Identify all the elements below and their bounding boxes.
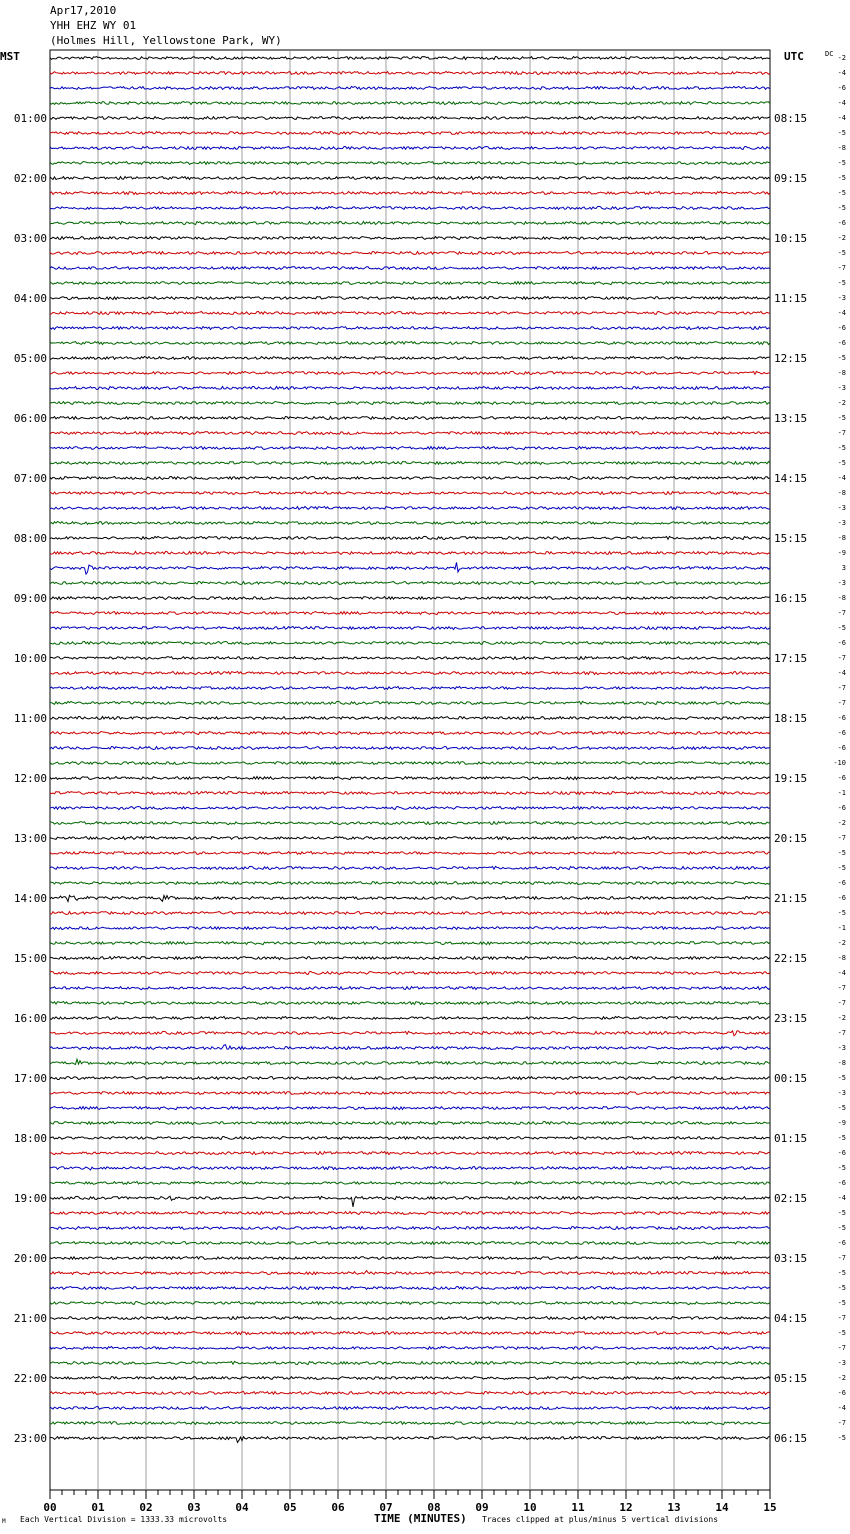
trace-line bbox=[50, 1181, 770, 1184]
utc-hour-label: 23:15 bbox=[774, 1012, 808, 1025]
time-axis bbox=[43, 1490, 776, 1514]
dc-offset-label: -5 bbox=[837, 279, 846, 287]
dc-offset-label: -2 bbox=[837, 939, 846, 947]
dc-offset-label: -8 bbox=[837, 489, 846, 497]
dc-offset-label: -7 bbox=[837, 1254, 846, 1262]
trace-line bbox=[50, 282, 770, 285]
utc-hour-label: 05:15 bbox=[774, 1372, 808, 1385]
dc-offset-label: -6 bbox=[837, 879, 846, 887]
dc-offset-label: -7 bbox=[837, 1029, 846, 1037]
trace-line bbox=[50, 672, 770, 675]
trace-line bbox=[50, 387, 770, 390]
trace-line bbox=[50, 851, 770, 854]
dc-offset-label: -5 bbox=[837, 414, 846, 422]
utc-hour-label: 21:15 bbox=[774, 892, 808, 905]
mst-hour-label: 03:00 bbox=[13, 232, 47, 245]
mst-hour-label: 04:00 bbox=[13, 292, 47, 305]
dc-offset-label: -5 bbox=[837, 189, 846, 197]
x-tick-label: 13 bbox=[667, 1501, 681, 1514]
dc-offset-label: -6 bbox=[837, 1179, 846, 1187]
trace-line bbox=[50, 1092, 770, 1095]
dc-offset-label: -6 bbox=[837, 774, 846, 782]
trace-line bbox=[50, 342, 770, 345]
dc-offset-label: -4 bbox=[837, 669, 846, 677]
utc-hour-label: 04:15 bbox=[774, 1312, 808, 1325]
dc-offset-label: -7 bbox=[837, 1419, 846, 1427]
utc-hour-label: 11:15 bbox=[774, 292, 808, 305]
dc-offset-label: -8 bbox=[837, 1059, 846, 1067]
dc-offset-label: -5 bbox=[837, 1209, 846, 1217]
dc-offset-label: -3 bbox=[837, 384, 846, 392]
dc-offset-label: -6 bbox=[837, 804, 846, 812]
x-tick-label: 11 bbox=[571, 1501, 585, 1514]
utc-hour-labels bbox=[774, 112, 807, 1445]
dc-offset-label: -7 bbox=[837, 429, 846, 437]
header-date: Apr17,2010 bbox=[50, 4, 117, 17]
trace-line bbox=[50, 1122, 770, 1125]
trace-line bbox=[50, 1346, 770, 1349]
x-tick-label: 06 bbox=[331, 1501, 345, 1514]
dc-offset-label: -6 bbox=[837, 1149, 846, 1157]
trace-line bbox=[50, 895, 770, 901]
utc-hour-label: 15:15 bbox=[774, 532, 808, 545]
trace-line bbox=[50, 792, 770, 795]
trace-line bbox=[50, 912, 770, 915]
dc-offset-label: -8 bbox=[837, 534, 846, 542]
trace-line bbox=[50, 927, 770, 930]
dc-offset-labels bbox=[833, 54, 846, 1442]
utc-hour-label: 18:15 bbox=[774, 712, 808, 725]
trace-line bbox=[50, 162, 770, 165]
dc-header-label: DC bbox=[825, 50, 834, 58]
dc-offset-label: -6 bbox=[837, 1239, 846, 1247]
mst-hour-label: 22:00 bbox=[13, 1372, 47, 1385]
trace-line bbox=[50, 762, 770, 765]
dc-offset-label: -5 bbox=[837, 849, 846, 857]
trace-line bbox=[50, 206, 770, 209]
dc-offset-label: -2 bbox=[837, 399, 846, 407]
utc-hour-label: 08:15 bbox=[774, 112, 808, 125]
trace-line bbox=[50, 732, 770, 735]
dc-offset-label: -8 bbox=[837, 954, 846, 962]
trace-line bbox=[50, 807, 770, 810]
dc-offset-label: -4 bbox=[837, 969, 846, 977]
mst-hour-label: 20:00 bbox=[13, 1252, 47, 1265]
dc-offset-label: -3 bbox=[837, 1089, 846, 1097]
dc-offset-label: -2 bbox=[837, 1374, 846, 1382]
utc-hour-label: 09:15 bbox=[774, 172, 808, 185]
trace-line bbox=[50, 1137, 770, 1140]
dc-offset-label: -3 bbox=[837, 1044, 846, 1052]
dc-offset-label: -4 bbox=[837, 1194, 846, 1202]
dc-offset-label: -7 bbox=[837, 654, 846, 662]
dc-offset-label: -5 bbox=[837, 459, 846, 467]
dc-offset-label: -5 bbox=[837, 1284, 846, 1292]
header-station: YHH EHZ WY 01 bbox=[50, 19, 137, 32]
dc-offset-label: -7 bbox=[837, 684, 846, 692]
trace-line bbox=[50, 612, 770, 615]
trace-line bbox=[50, 642, 770, 645]
trace-line bbox=[50, 492, 770, 495]
utc-hour-label: 22:15 bbox=[774, 952, 808, 965]
mst-hour-label: 02:00 bbox=[13, 172, 47, 185]
trace-line bbox=[50, 447, 770, 450]
utc-hour-label: 20:15 bbox=[774, 832, 808, 845]
utc-hour-label: 16:15 bbox=[774, 592, 808, 605]
dc-offset-label: -7 bbox=[837, 699, 846, 707]
trace-line bbox=[50, 177, 770, 180]
dc-offset-label: -5 bbox=[837, 1269, 846, 1277]
trace-line bbox=[50, 1002, 770, 1005]
x-tick-label: 14 bbox=[715, 1501, 729, 1514]
mst-hour-label: 05:00 bbox=[13, 352, 47, 365]
mst-hour-label: 19:00 bbox=[13, 1192, 47, 1205]
trace-line bbox=[50, 327, 770, 330]
dc-offset-label: -9 bbox=[837, 1119, 846, 1127]
clip-note: Traces clipped at plus/minus 5 vertical divisions bbox=[482, 1515, 719, 1524]
trace-line bbox=[50, 747, 770, 750]
dc-offset-label: -8 bbox=[837, 144, 846, 152]
dc-offset-label: -3 bbox=[837, 519, 846, 527]
trace-line bbox=[50, 882, 770, 885]
dc-offset-label: -5 bbox=[837, 1104, 846, 1112]
dc-offset-label: -5 bbox=[837, 1329, 846, 1337]
trace-line bbox=[50, 1377, 770, 1380]
trace-line bbox=[50, 562, 770, 574]
trace-line bbox=[50, 1257, 770, 1260]
trace-line bbox=[50, 1196, 770, 1207]
mst-hour-label: 09:00 bbox=[13, 592, 47, 605]
trace-line bbox=[50, 701, 770, 704]
trace-line bbox=[50, 132, 770, 135]
trace-line bbox=[50, 417, 770, 420]
mst-hour-label: 15:00 bbox=[13, 952, 47, 965]
dc-offset-label: -5 bbox=[837, 909, 846, 917]
mst-hour-label: 14:00 bbox=[13, 892, 47, 905]
trace-line bbox=[50, 402, 770, 405]
trace-line bbox=[50, 1167, 770, 1171]
x-tick-label: 08 bbox=[427, 1501, 441, 1514]
mst-hour-label: 13:00 bbox=[13, 832, 47, 845]
dc-offset-label: -4 bbox=[837, 1404, 846, 1412]
trace-line bbox=[50, 237, 770, 240]
x-tick-label: 09 bbox=[475, 1501, 489, 1514]
trace-line bbox=[50, 267, 770, 270]
trace-line bbox=[50, 942, 770, 945]
dc-offset-label: -5 bbox=[837, 1164, 846, 1172]
x-tick-label: 00 bbox=[43, 1501, 57, 1514]
trace-line bbox=[50, 191, 770, 194]
utc-hour-label: 12:15 bbox=[774, 352, 808, 365]
trace-line bbox=[50, 356, 770, 359]
dc-offset-label: -3 bbox=[837, 294, 846, 302]
trace-line bbox=[50, 312, 770, 315]
trace-line bbox=[50, 507, 770, 510]
x-tick-label: 04 bbox=[235, 1501, 249, 1514]
trace-line bbox=[50, 1045, 770, 1050]
dc-offset-label: -5 bbox=[837, 174, 846, 182]
trace-line bbox=[50, 686, 770, 689]
dc-offset-label: -7 bbox=[837, 264, 846, 272]
trace-line bbox=[50, 1437, 770, 1443]
utc-hour-label: 14:15 bbox=[774, 472, 808, 485]
dc-offset-label: -2 bbox=[837, 54, 846, 62]
mst-hour-label: 10:00 bbox=[13, 652, 47, 665]
dc-offset-label: -3 bbox=[837, 1359, 846, 1367]
utc-hour-label: 02:15 bbox=[774, 1192, 808, 1205]
trace-line bbox=[50, 972, 770, 975]
dc-offset-label: -6 bbox=[837, 339, 846, 347]
trace-line bbox=[50, 1152, 770, 1155]
dc-offset-label: -8 bbox=[837, 594, 846, 602]
trace-line bbox=[50, 657, 770, 660]
x-axis-title: TIME (MINUTES) bbox=[374, 1512, 467, 1525]
dc-offset-label: -1 bbox=[837, 924, 846, 932]
utc-hour-label: 19:15 bbox=[774, 772, 808, 785]
dc-offset-label: -6 bbox=[837, 894, 846, 902]
seismic-traces bbox=[50, 57, 770, 1443]
trace-line bbox=[50, 777, 770, 780]
dc-offset-label: -5 bbox=[837, 864, 846, 872]
trace-line bbox=[50, 371, 770, 374]
utc-hour-label: 17:15 bbox=[774, 652, 808, 665]
trace-line bbox=[50, 552, 770, 555]
x-tick-label: 12 bbox=[619, 1501, 633, 1514]
dc-offset-label: -5 bbox=[837, 1224, 846, 1232]
trace-line bbox=[50, 1317, 770, 1320]
trace-line bbox=[50, 1361, 770, 1364]
trace-line bbox=[50, 462, 770, 465]
dc-offset-label: -7 bbox=[837, 984, 846, 992]
mst-hour-label: 16:00 bbox=[13, 1012, 47, 1025]
dc-offset-label: -6 bbox=[837, 744, 846, 752]
x-tick-label: 02 bbox=[139, 1501, 153, 1514]
dc-offset-label: -8 bbox=[837, 369, 846, 377]
mst-hour-label: 21:00 bbox=[13, 1312, 47, 1325]
mst-hour-label: 07:00 bbox=[13, 472, 47, 485]
dc-offset-label: -1 bbox=[837, 789, 846, 797]
trace-line bbox=[50, 1332, 770, 1335]
mst-hour-label: 18:00 bbox=[13, 1132, 47, 1145]
trace-line bbox=[50, 252, 770, 255]
trace-line bbox=[50, 297, 770, 300]
header-location: (Holmes Hill, Yellowstone Park, WY) bbox=[50, 34, 282, 47]
mst-hour-label: 06:00 bbox=[13, 412, 47, 425]
dc-offset-label: -3 bbox=[837, 579, 846, 587]
dc-offset-label: -5 bbox=[837, 159, 846, 167]
x-tick-label: 01 bbox=[91, 1501, 105, 1514]
utc-hour-label: 01:15 bbox=[774, 1132, 808, 1145]
dc-offset-label: -6 bbox=[837, 84, 846, 92]
x-tick-label: 07 bbox=[379, 1501, 393, 1514]
left-timezone-label: MST bbox=[0, 50, 20, 63]
right-timezone-label: UTC bbox=[784, 50, 804, 63]
trace-line bbox=[50, 521, 770, 524]
trace-line bbox=[50, 536, 770, 539]
trace-line bbox=[50, 116, 770, 119]
trace-line bbox=[50, 1077, 770, 1080]
dc-offset-label: -5 bbox=[837, 1074, 846, 1082]
trace-line bbox=[50, 102, 770, 105]
dc-offset-label: -5 bbox=[837, 1134, 846, 1142]
utc-hour-label: 03:15 bbox=[774, 1252, 808, 1265]
trace-line bbox=[50, 1287, 770, 1290]
dc-offset-label: -3 bbox=[837, 504, 846, 512]
dc-offset-label: -7 bbox=[837, 1344, 846, 1352]
dc-offset-label: -2 bbox=[837, 1014, 846, 1022]
dc-offset-label: -5 bbox=[837, 204, 846, 212]
trace-line bbox=[50, 957, 770, 960]
mst-hour-label: 08:00 bbox=[13, 532, 47, 545]
scale-note: Each Vertical Division = 1333.33 microvolts bbox=[20, 1515, 228, 1524]
dc-offset-label: -4 bbox=[837, 474, 846, 482]
trace-line bbox=[50, 1212, 770, 1215]
dc-offset-label: -7 bbox=[837, 834, 846, 842]
trace-line bbox=[50, 1016, 770, 1019]
trace-line bbox=[50, 71, 770, 74]
trace-line bbox=[50, 221, 770, 224]
dc-offset-label: -5 bbox=[837, 354, 846, 362]
trace-line bbox=[50, 717, 770, 720]
trace-line bbox=[50, 432, 770, 435]
utc-hour-label: 00:15 bbox=[774, 1072, 808, 1085]
dc-offset-label: -10 bbox=[833, 759, 846, 767]
x-tick-label: 10 bbox=[523, 1501, 537, 1514]
dc-offset-label: -5 bbox=[837, 444, 846, 452]
trace-line bbox=[50, 627, 770, 630]
x-tick-label: 03 bbox=[187, 1501, 201, 1514]
trace-line bbox=[50, 147, 770, 150]
trace-line bbox=[50, 1271, 770, 1275]
mst-hour-label: 23:00 bbox=[13, 1432, 47, 1445]
trace-line bbox=[50, 866, 770, 869]
trace-line bbox=[50, 1059, 770, 1064]
dc-offset-label: -7 bbox=[837, 1314, 846, 1322]
trace-line bbox=[50, 477, 770, 480]
mst-hour-label: 11:00 bbox=[13, 712, 47, 725]
dc-offset-label: -6 bbox=[837, 324, 846, 332]
trace-line bbox=[50, 987, 770, 990]
mst-hour-label: 01:00 bbox=[13, 112, 47, 125]
mst-hour-label: 17:00 bbox=[13, 1072, 47, 1085]
dc-offset-label: -5 bbox=[837, 624, 846, 632]
utc-hour-label: 06:15 bbox=[774, 1432, 808, 1445]
trace-line bbox=[50, 1242, 770, 1245]
mst-hour-label: 12:00 bbox=[13, 772, 47, 785]
dc-offset-label: -6 bbox=[837, 1389, 846, 1397]
dc-offset-label: -4 bbox=[837, 114, 846, 122]
corner-mark: M bbox=[2, 1518, 6, 1525]
dc-offset-label: -5 bbox=[837, 129, 846, 137]
trace-line bbox=[50, 1392, 770, 1395]
trace-line bbox=[50, 822, 770, 825]
trace-line bbox=[50, 1302, 770, 1305]
mst-hour-labels bbox=[14, 112, 47, 1445]
dc-offset-label: -6 bbox=[837, 714, 846, 722]
utc-hour-label: 10:15 bbox=[774, 232, 808, 245]
dc-offset-label: -5 bbox=[837, 1299, 846, 1307]
dc-offset-label: -2 bbox=[837, 819, 846, 827]
trace-line bbox=[50, 1031, 770, 1036]
trace-line bbox=[50, 57, 770, 60]
x-tick-label: 15 bbox=[763, 1501, 777, 1514]
trace-line bbox=[50, 597, 770, 600]
x-tick-label: 05 bbox=[283, 1501, 297, 1514]
trace-line bbox=[50, 1422, 770, 1425]
utc-hour-label: 13:15 bbox=[774, 412, 808, 425]
dc-offset-label: -4 bbox=[837, 69, 846, 77]
trace-line bbox=[50, 582, 770, 585]
trace-line bbox=[50, 1107, 770, 1110]
dc-offset-label: -7 bbox=[837, 999, 846, 1007]
dc-offset-label: -4 bbox=[837, 309, 846, 317]
plot-frame bbox=[50, 50, 770, 1490]
trace-line bbox=[50, 1407, 770, 1410]
dc-offset-label: -9 bbox=[837, 549, 846, 557]
dc-offset-label: 3 bbox=[841, 564, 846, 572]
dc-offset-label: -6 bbox=[837, 219, 846, 227]
trace-line bbox=[50, 86, 770, 89]
dc-offset-label: -6 bbox=[837, 639, 846, 647]
dc-offset-label: -7 bbox=[837, 609, 846, 617]
dc-offset-label: -5 bbox=[837, 249, 846, 257]
trace-line bbox=[50, 1227, 770, 1230]
dc-offset-label: -2 bbox=[837, 234, 846, 242]
dc-offset-label: -4 bbox=[837, 99, 846, 107]
dc-offset-label: -6 bbox=[837, 729, 846, 737]
dc-offset-label: -5 bbox=[837, 1434, 846, 1442]
trace-line bbox=[50, 837, 770, 840]
